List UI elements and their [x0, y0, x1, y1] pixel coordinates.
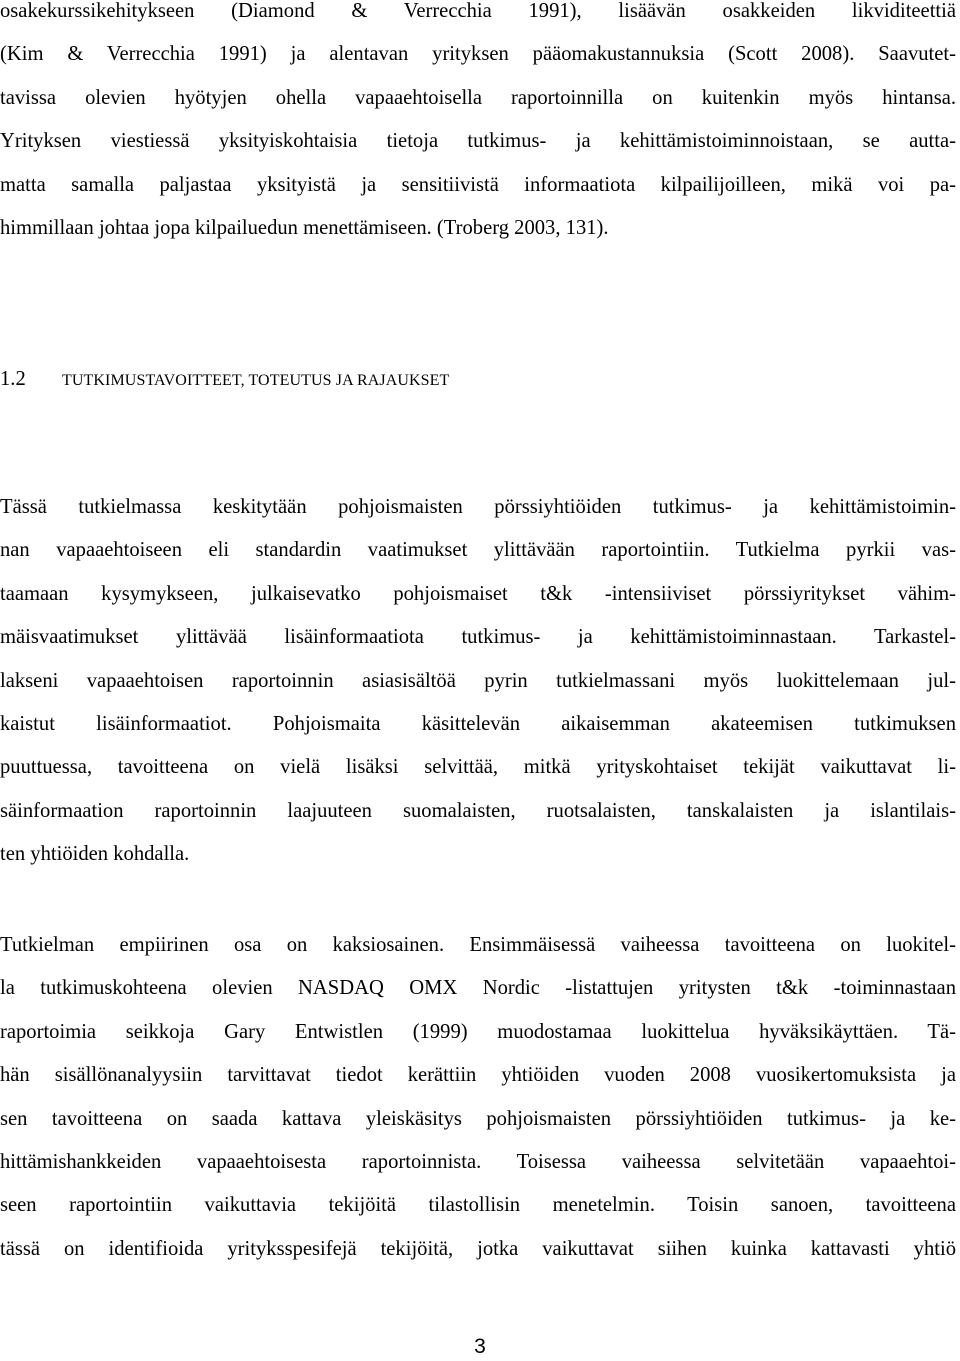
text-line: seen raportointiin vaikuttavia tekijöitä tilastollisin menetelmin. Toisin sanoen, tavoitteena	[0, 1194, 956, 1217]
text-line: mäisvaatimukset ylittävää lisäinformaatiota tutkimus- ja kehittämistoiminnastaan. Tarkastel-	[0, 626, 956, 649]
text-line: hittämishankkeiden vapaaehtoisesta raportoinnista. Toisessa vaiheessa selvitetään vapaaehtoi-	[0, 1150, 956, 1173]
text-line: sen tavoitteena on saada kattava yleiskäsitys pohjoismaisten pörssiyhtiöiden tutkimus- ja ke-	[0, 1107, 956, 1130]
text-line: osakekurssikehitykseen (Diamond & Verrecchia 1991), lisäävän osakkeiden likviditeettiä	[0, 0, 956, 22]
text-line: (Kim & Verrecchia 1991) ja alentavan yrityksen pääomakustannuksia (Scott 2008). Saavutet-	[0, 43, 956, 66]
text-line: Yrityksen viestiessä yksityiskohtaisia tietoja tutkimus- ja kehittämistoiminnoistaan, se autta-	[0, 130, 956, 153]
section-number: 1.2	[0, 368, 26, 390]
paragraph-research-goals	[0, 486, 956, 877]
text-line: taamaan kysymykseen, julkaisevatko pohjoismaiset t&k -intensiiviset pörssiyritykset vähim-	[0, 582, 956, 605]
text-line: tässä on identifioida yrityksspesifejä tekijöitä, jotka vaikuttavat siihen kuinka kattavasti yhtiö	[0, 1237, 956, 1260]
text-line: Tässä tutkielmassa keskitytään pohjoismaisten pörssiyhtiöiden tutkimus- ja kehittämistoimin-	[0, 496, 956, 518]
text-line: tavissa olevien hyötyjen ohella vapaaehtoisella raportoinnilla on kuitenkin myös hintansa.	[0, 86, 956, 109]
page-number: 3	[474, 1335, 486, 1358]
text-line: matta samalla paljastaa yksityistä ja sensitiivistä informaatiota kilpailijoilleen, mikä voi pa-	[0, 173, 956, 196]
text-line: säinformaation raportoinnin laajuuteen suomalaisten, ruotsalaisten, tanskalaisten ja islantilais-	[0, 799, 956, 822]
section-heading	[0, 368, 449, 398]
text-line: kaistut lisäinformaatiot. Pohjoismaita käsittelevän aikaisemman akateemisen tutkimuksen	[0, 712, 956, 735]
text-line: puuttuessa, tavoitteena on vielä lisäksi selvittää, mitkä yrityskohtaiset tekijät vaikuttavat li-	[0, 756, 956, 779]
text-line: Tutkielman empiirinen osa on kaksiosainen. Ensimmäisessä vaiheessa tavoitteena on luokitel-	[0, 934, 956, 956]
text-line: hän sisällönanalyysiin tarvittavat tiedot kerättiin yhtiöiden vuoden 2008 vuosikertomuksista ja	[0, 1064, 956, 1087]
text-line: ten yhtiöiden kohdalla.	[0, 843, 190, 866]
text-line: raportoimia seikkoja Gary Entwistlen (1999) muodostamaa luokittelua hyväksikäyttäen. Tä-	[0, 1020, 956, 1043]
text-line: lakseni vapaaehtoisen raportoinnin asiasisältöä pyrin tutkielmassani myös luokittelemaan jul-	[0, 669, 956, 692]
section-title: TUTKIMUSTAVOITTEET, TOTEUTUS JA RAJAUKSET	[62, 372, 450, 389]
paragraph-intro-continuation	[0, 0, 956, 250]
text-line: nan vapaaehtoiseen eli standardin vaatimukset ylittävään raportointiin. Tutkielma pyrkii vas-	[0, 539, 956, 562]
text-line: la tutkimuskohteena olevien NASDAQ OMX Nordic -listattujen yritysten t&k -toiminnastaan	[0, 977, 956, 1000]
paragraph-empirical-part	[0, 924, 956, 1271]
text-line: himmillaan johtaa jopa kilpailuedun menettämiseen. (Troberg 2003, 131).	[0, 216, 609, 239]
